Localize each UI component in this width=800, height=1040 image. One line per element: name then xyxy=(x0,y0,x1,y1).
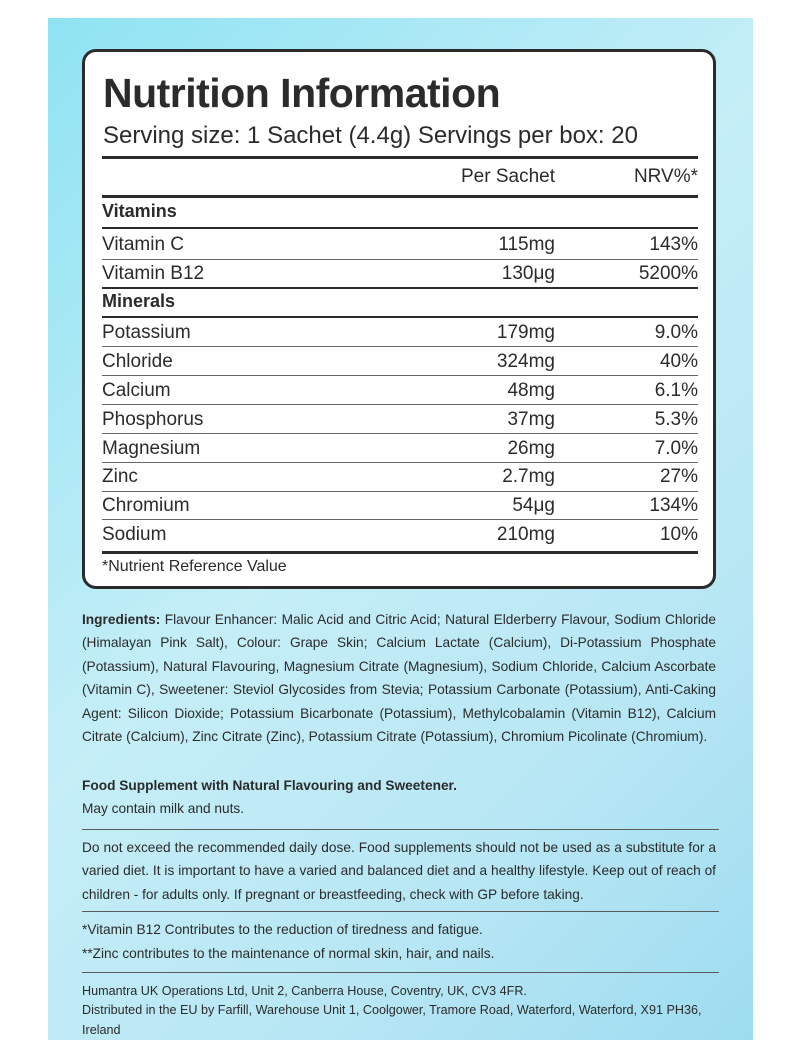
nutrient-nrv: 134% xyxy=(649,495,698,516)
nutrient-name: Sodium xyxy=(102,524,167,545)
nutrient-name: Zinc xyxy=(102,466,138,487)
divider xyxy=(102,551,698,554)
table-row xyxy=(102,435,698,463)
nutrient-amount: 26mg xyxy=(507,438,555,459)
nutrient-name: Phosphorus xyxy=(102,409,204,430)
company-address-eu: Distributed in the EU by Farfill, Warehouse Unit 1, Coolgower, Tramore Road, Waterford, Waterford, X91 PH36, Ireland xyxy=(82,1003,702,1037)
nutrient-amount: 210mg xyxy=(496,524,555,545)
nrv-header: NRV%* xyxy=(633,166,698,187)
nutrient-amount: 48mg xyxy=(507,380,555,401)
nutrient-amount: 37mg xyxy=(507,409,555,430)
divider xyxy=(102,346,698,347)
company-address-uk: Humantra UK Operations Ltd, Unit 2, Canberra House, Coventry, UK, CV3 4FR. xyxy=(82,984,527,998)
serving-info: Serving size: 1 Sachet (4.4g) Servings per box: 20 xyxy=(103,122,638,149)
ingredients-text: Flavour Enhancer: Malic Acid and Citric Acid; Natural Elderberry Flavour, Sodium Chloride (Himalayan Pink Salt), Colour: Grape Skin; Calcium Lactate (Calcium), Di-Potassium Phosphate (Potassium), Natural Flavouring, Magnesium Citrate (Magnesium), Sodium Chloride, Calcium Ascorbate (Vitamin C), Sweetener: Steviol Glycosides from Stevia; Potassium Carbonate (Potassium), Anti-Caking Agent: Silicon Dioxide; Potassium Bicarbonate (Potassium), Methylcobalamin (Vitamin B12), Calcium Citrate (Calcium), Zinc Citrate (Zinc), Potassium Citrate (Potassium), Chromium Picolinate (Chromium). xyxy=(82,612,716,745)
ingredients-paragraph xyxy=(82,608,716,748)
table-row xyxy=(102,319,698,347)
ingredients-label: Ingredients: xyxy=(82,612,161,627)
divider xyxy=(102,227,698,229)
divider xyxy=(102,316,698,318)
nutrition-title: Nutrition Information xyxy=(103,70,501,116)
table-row xyxy=(102,463,698,491)
divider xyxy=(82,829,719,830)
nutrient-amount: 324mg xyxy=(496,351,555,372)
table-row xyxy=(102,231,698,259)
nutrient-name: Magnesium xyxy=(102,438,201,459)
nutrient-amount: 115mg xyxy=(498,234,555,255)
table-row xyxy=(102,406,698,434)
nutrient-amount: 2.7mg xyxy=(502,466,555,487)
nutrient-nrv: 5.3% xyxy=(654,409,698,430)
per-sachet-header: Per Sachet xyxy=(461,166,555,187)
nutrient-nrv: 27% xyxy=(659,466,698,487)
nutrient-nrv: 9.0% xyxy=(654,322,698,343)
table-row xyxy=(102,348,698,376)
nutrient-amount: 179mg xyxy=(496,322,555,343)
nutrient-amount: 130μg xyxy=(501,263,555,284)
vitamins-section xyxy=(102,197,698,225)
nutrient-nrv: 10% xyxy=(659,524,698,545)
divider xyxy=(102,156,698,159)
claim-zinc: **Zinc contributes to the maintenance of normal skin, hair, and nails. xyxy=(82,946,495,961)
table-row xyxy=(102,492,698,520)
nutrient-nrv: 7.0% xyxy=(654,438,698,459)
nutrient-amount: 54μg xyxy=(512,495,555,516)
nutrient-nrv: 40% xyxy=(659,351,698,372)
column-header-row xyxy=(102,163,698,191)
table-row xyxy=(102,377,698,405)
nutrient-name: Chromium xyxy=(102,495,190,516)
warning-text: Do not exceed the recommended daily dose. Food supplements should not be used as a substitute for a varied diet. It is important to have a varied and balanced diet and a healthy lifestyle. Keep out of reach of children - for adults only. If pregnant or breastfeeding, check with GP before taking. xyxy=(82,840,716,902)
divider xyxy=(82,972,719,973)
minerals-heading: Minerals xyxy=(102,291,176,311)
divider xyxy=(102,375,698,376)
nutrient-nrv: 6.1% xyxy=(654,380,698,401)
supplement-heading: Food Supplement with Natural Flavouring and Sweetener. xyxy=(82,778,457,793)
table-row xyxy=(102,521,698,549)
table-row xyxy=(102,260,698,288)
divider xyxy=(102,519,698,520)
divider xyxy=(82,911,719,912)
nutrient-name: Vitamin C xyxy=(102,234,185,255)
nutrient-name: Potassium xyxy=(102,322,191,343)
nutrient-nrv: 5200% xyxy=(638,263,698,284)
claim-b12: *Vitamin B12 Contributes to the reduction of tiredness and fatigue. xyxy=(82,922,483,937)
vitamins-heading: Vitamins xyxy=(102,201,177,221)
minerals-section xyxy=(102,287,698,315)
nutrient-name: Chloride xyxy=(102,351,173,372)
divider xyxy=(102,433,698,434)
nutrition-table xyxy=(82,49,716,589)
allergen-note: May contain milk and nuts. xyxy=(82,801,245,816)
nutrient-name: Vitamin B12 xyxy=(102,263,205,284)
nrv-footnote: *Nutrient Reference Value xyxy=(102,558,287,575)
nutrient-name: Calcium xyxy=(102,380,171,401)
nutrient-nrv: 143% xyxy=(649,234,698,255)
divider xyxy=(102,404,698,405)
